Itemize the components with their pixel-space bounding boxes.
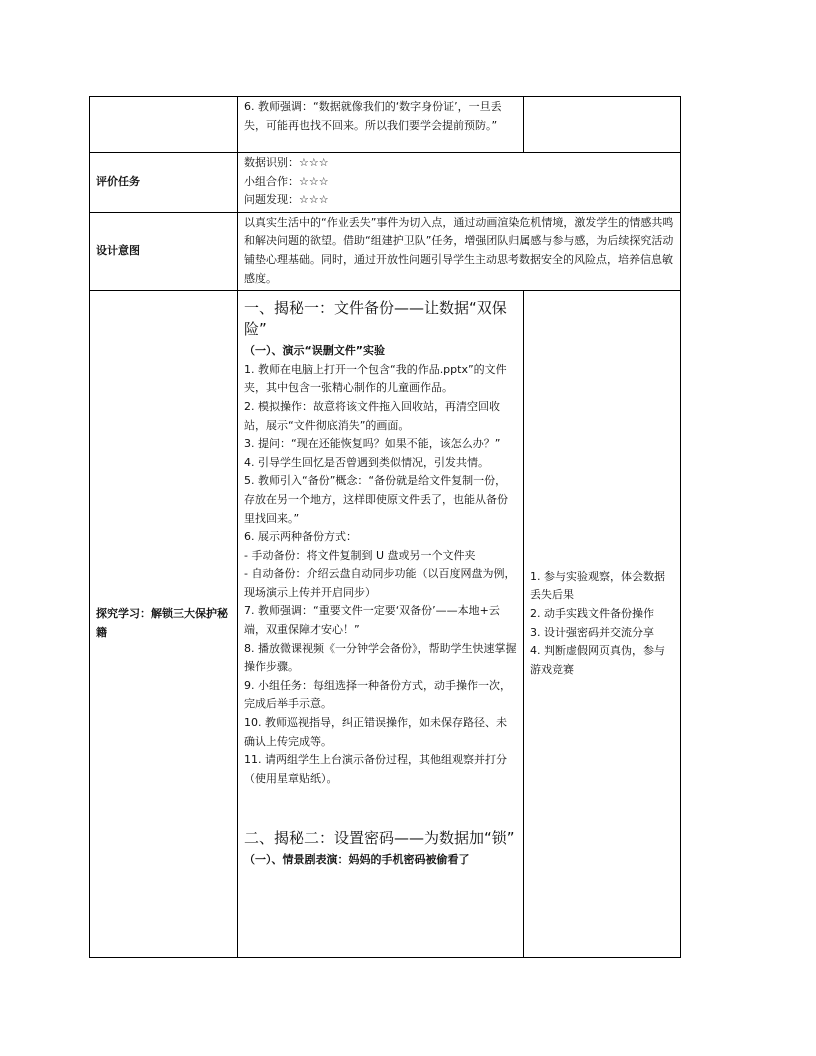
empty-label-cell xyxy=(90,97,238,153)
explore-label: 探究学习：解锁三大保护秘籍 xyxy=(90,291,238,958)
evaluation-items xyxy=(238,153,681,213)
activity-item: 1. 参与实验观察，体会数据丢失后果 xyxy=(530,569,665,602)
evaluation-row xyxy=(90,153,681,213)
student-activities xyxy=(524,291,681,958)
step-item: 8. 播放微课视频《一分钟学会备份》，帮助学生快速掌握操作步骤。 xyxy=(244,641,517,674)
step-item: 7. 教师强调：“重要文件一定要‘双备份’——本地+云端，双重保障才安心！” xyxy=(244,604,500,637)
section-subtitle: （一）、演示“误删文件”实验 xyxy=(244,344,385,358)
step-item: 6. 展示两种备份方式： xyxy=(244,530,357,544)
empty-activity-cell xyxy=(524,97,681,153)
design-intent-text: 以真实生活中的“作业丢失”事件为切入点，通过动画渲染危机情境，激发学生的情感共鸣和解决问题的欲望。借助“组建护卫队”任务，增强团队归属感与参与感，为后续探究活动铺垫心理基础。同时，通过开放性问题引导学生主动思考数据安全的风险点，培养信息敏感度。 xyxy=(238,212,681,290)
step-item: 3. 提问：“现在还能恢复吗？如果不能，该怎么办？” xyxy=(244,437,501,451)
evaluation-item-name: 数据识别： xyxy=(244,156,299,169)
step-item: 2. 模拟操作：故意将该文件拖入回收站，再清空回收站，展示“文件彻底消失”的画面。 xyxy=(244,399,500,432)
evaluation-label: 评价任务 xyxy=(90,153,238,213)
star-rating: ☆☆☆ xyxy=(299,174,329,188)
evaluation-item xyxy=(244,154,674,173)
evaluation-item xyxy=(244,173,674,192)
evaluation-item xyxy=(244,191,674,210)
lesson-plan-table xyxy=(89,96,681,958)
spacer xyxy=(244,788,517,822)
step-item: 4. 引导学生回忆是否曾遇到类似情况，引发共情。 xyxy=(244,455,489,469)
step-item: 10. 教师巡视指导，纠正错误操作，如未保存路径、未确认上传完成等。 xyxy=(244,716,507,748)
teacher-emphasis-text: 6. 教师强调：“数据就像我们的‘数字身份证’，一旦丢失，可能再也找不回来。所以我们要学会提前预防。” xyxy=(238,97,524,153)
step-item: 9. 小组任务：每组选择一种备份方式，动手操作一次，完成后举手示意。 xyxy=(244,678,511,711)
design-intent-row xyxy=(90,212,681,290)
evaluation-item-name: 小组合作： xyxy=(244,174,299,188)
section-subtitle: （一）、情景剧表演：妈妈的手机密码被偷看了 xyxy=(244,853,470,867)
activity-item: 2. 动手实践文件备份操作 xyxy=(530,607,654,621)
section-title: 二、揭秘二：设置密码——为数据加“锁” xyxy=(244,829,515,848)
explore-row xyxy=(90,291,681,958)
teacher-emphasis-row xyxy=(90,97,681,153)
evaluation-item-name: 问题发现： xyxy=(244,193,299,207)
design-intent-label: 设计意图 xyxy=(90,212,238,290)
star-rating: ☆☆☆ xyxy=(299,193,329,207)
step-item: 1. 教师在电脑上打开一个包含“我的作品.pptx”的文件夹，其中包含一张精心制作的儿童画作品。 xyxy=(244,362,507,395)
step-item: 11. 请两组学生上台演示备份过程，其他组观察并打分（使用星章贴纸）。 xyxy=(244,753,507,785)
section-title: 一、揭秘一：文件备份——让数据“双保险” xyxy=(244,299,507,339)
activity-item: 3. 设计强密码并交流分享 xyxy=(530,625,654,639)
activity-item: 4. 判断虚假网页真伪，参与游戏竞赛 xyxy=(530,644,665,676)
step-item: - 手动备份：将文件复制到 U 盘或另一个文件夹 xyxy=(244,548,476,562)
explore-content xyxy=(238,291,524,958)
star-rating: ☆☆☆ xyxy=(299,156,329,169)
step-item: - 自动备份：介绍云盘自动同步功能（以百度网盘为例，现场演示上传并开启同步） xyxy=(244,567,516,599)
step-item: 5. 教师引入“备份”概念：“备份就是给文件复制一份，存放在另一个地方，这样即使原文件丢了，也能从备份里找回来。” xyxy=(244,474,508,525)
